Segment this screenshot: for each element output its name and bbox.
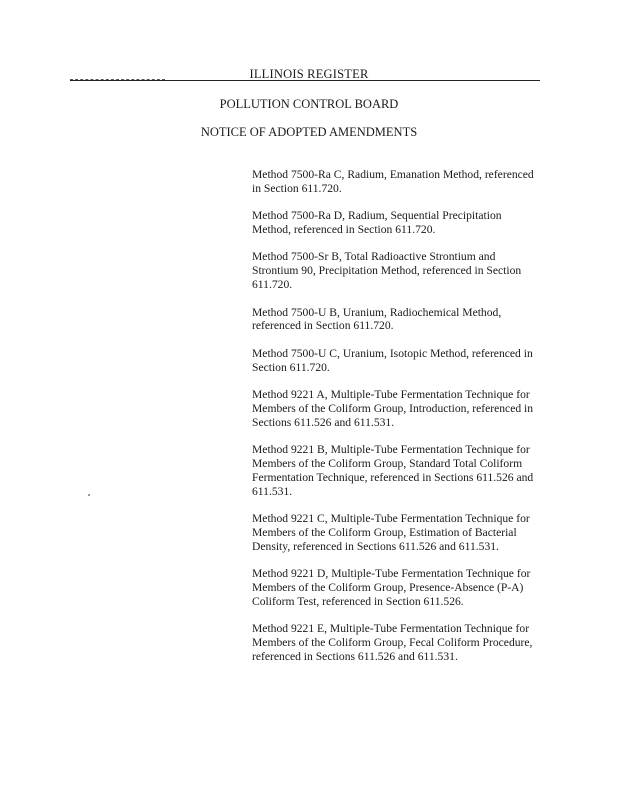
- method-item: Method 9221 E, Multiple-Tube Fermentation Technique for Members of the Coliform Group, Fecal Coliform Procedure, referenced in Sections 611.526 and 611.531.: [252, 622, 533, 664]
- method-item: Method 9221 D, Multiple-Tube Fermentation Technique for Members of the Coliform Group, Presence-Absence (P-A) Coliform Test, referenced in Section 611.526.: [252, 567, 531, 608]
- method-item: Method 9221 A, Multiple-Tube Fermentation Technique for Members of the Coliform Group, Introduction, referenced in Sections 611.526 and 611.531.: [252, 387, 534, 429]
- method-list: [252, 168, 534, 677]
- method-item: Method 7500-U B, Uranium, Radiochemical Method, referenced in Section 611.720.: [252, 305, 502, 333]
- method-item: Method 7500-Ra D, Radium, Sequential Precipitation Method, referenced in Section 611.720.: [252, 209, 502, 237]
- board-name: POLLUTION CONTROL BOARD: [219, 97, 399, 111]
- method-item: Method 7500-U C, Uranium, Isotopic Method, referenced in Section 611.720.: [252, 346, 533, 374]
- method-item: Method 9221 C, Multiple-Tube Fermentation Technique for Members of the Coliform Group, Estimation of Bacterial Density, referenced in Sections 611.526 and 611.531.: [252, 512, 530, 553]
- register-title: ILLINOIS REGISTER: [249, 67, 369, 81]
- scan-speck: [88, 494, 90, 496]
- header-rule: [70, 80, 540, 81]
- notice-title: NOTICE OF ADOPTED AMENDMENTS: [200, 125, 418, 139]
- method-item: Method 9221 B, Multiple-Tube Fermentation Technique for Members of the Coliform Group, Standard Total Coliform Fermentation Technique, referenced in Sections 611.526 and 611.531.: [252, 443, 534, 498]
- method-item: Method 7500-Ra C, Radium, Emanation Method, referenced in Section 611.720.: [252, 168, 534, 195]
- method-item: Method 7500-Sr B, Total Radioactive Strontium and Strontium 90, Precipitation Method, referenced in Section 611.720.: [252, 250, 522, 292]
